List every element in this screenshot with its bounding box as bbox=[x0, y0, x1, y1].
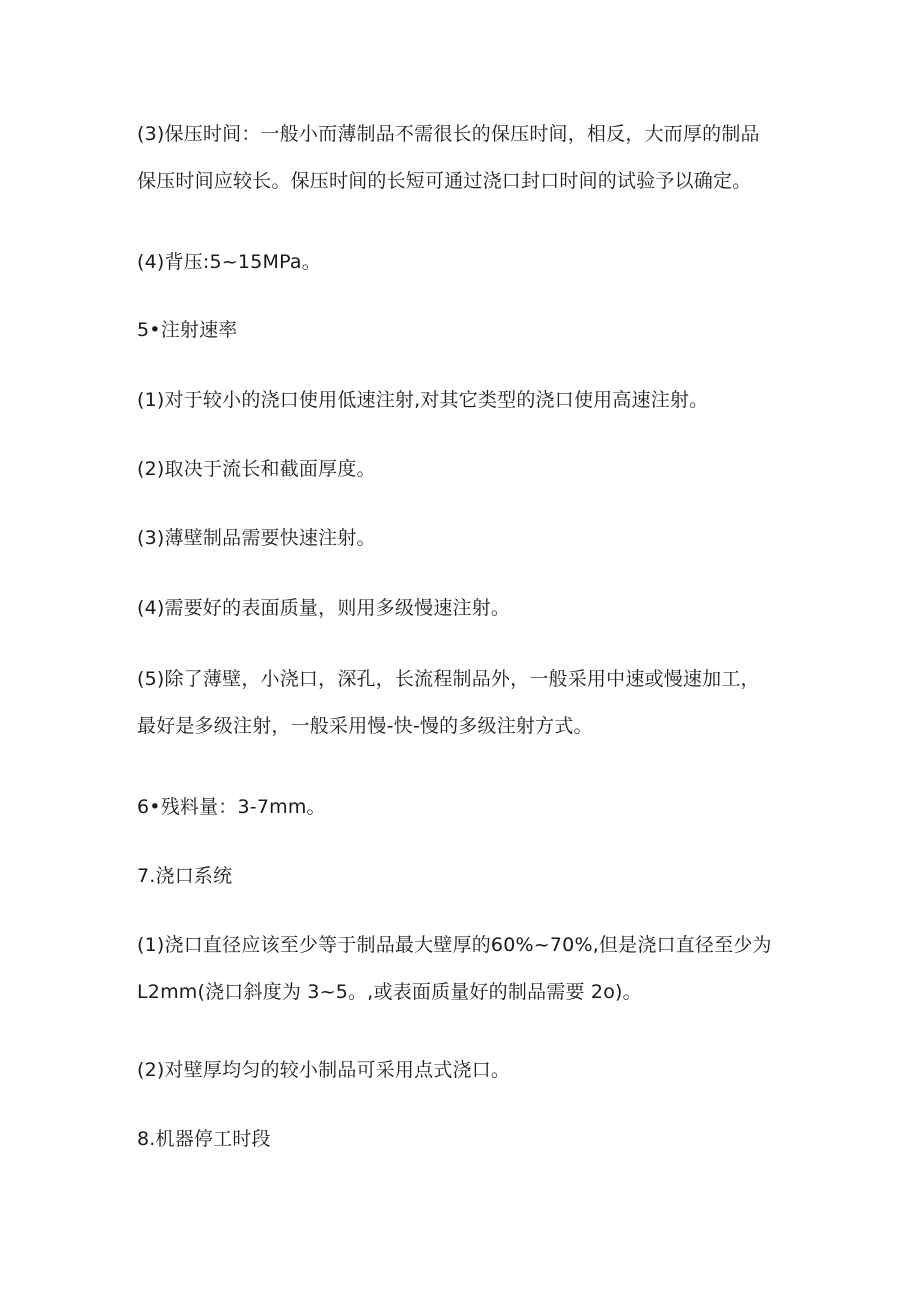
paragraph-multistage bbox=[137, 656, 817, 750]
paragraph-holding-time bbox=[137, 111, 817, 205]
paragraph-small-gate bbox=[137, 377, 817, 424]
text-line: 8.机器停工时段 bbox=[137, 1128, 271, 1150]
paragraph-thin-wall bbox=[137, 515, 817, 562]
section-heading-residual bbox=[137, 784, 817, 831]
text-line: 6•残料量：3-7mm。 bbox=[137, 796, 326, 818]
text-line: (5)除了薄壁，小浇口，深孔，长流程制品外，一般采用中速或慢速加工， bbox=[137, 668, 760, 690]
text-line: 5•注射速率 bbox=[137, 319, 238, 341]
text-line: 保压时间应较长。保压时间的长短可通过浇口封口时间的试验予以确定。 bbox=[137, 170, 752, 192]
text-line: (4)需要好的表面质量，则用多级慢速注射。 bbox=[137, 597, 511, 619]
text-line: 最好是多级注射，一般采用慢-快-慢的多级注射方式。 bbox=[137, 715, 593, 737]
section-heading-injection-rate bbox=[137, 307, 817, 354]
text-line: (1)对于较小的浇口使用低速注射,对其它类型的浇口使用高速注射。 bbox=[137, 389, 709, 411]
paragraph-flow-length bbox=[137, 446, 817, 493]
paragraph-gate-diameter bbox=[137, 922, 817, 1016]
text-line: (1)浇口直径应该至少等于制品最大壁厚的60%~70%,但是浇口直径至少为 bbox=[137, 934, 772, 956]
section-heading-gate-system bbox=[137, 853, 817, 900]
text-line: (2)对壁厚均匀的较小制品可采用点式浇口。 bbox=[137, 1059, 511, 1081]
text-line: (3)保压时间：一般小而薄制品不需很长的保压时间，相反，大而厚的制品 bbox=[137, 123, 760, 145]
text-line: (4)背压:5~15MPa。 bbox=[137, 251, 321, 273]
text-line: L2mm(浇口斜度为 3~5。,或表面质量好的制品需要 2o)。 bbox=[137, 981, 642, 1003]
paragraph-back-pressure bbox=[137, 239, 817, 286]
text-line: 7.浇口系统 bbox=[137, 865, 233, 887]
section-heading-shutdown bbox=[137, 1116, 817, 1163]
paragraph-point-gate bbox=[137, 1047, 817, 1094]
paragraph-surface-quality bbox=[137, 585, 817, 632]
text-line: (2)取决于流长和截面厚度。 bbox=[137, 458, 376, 480]
text-line: (3)薄壁制品需要快速注射。 bbox=[137, 527, 376, 549]
